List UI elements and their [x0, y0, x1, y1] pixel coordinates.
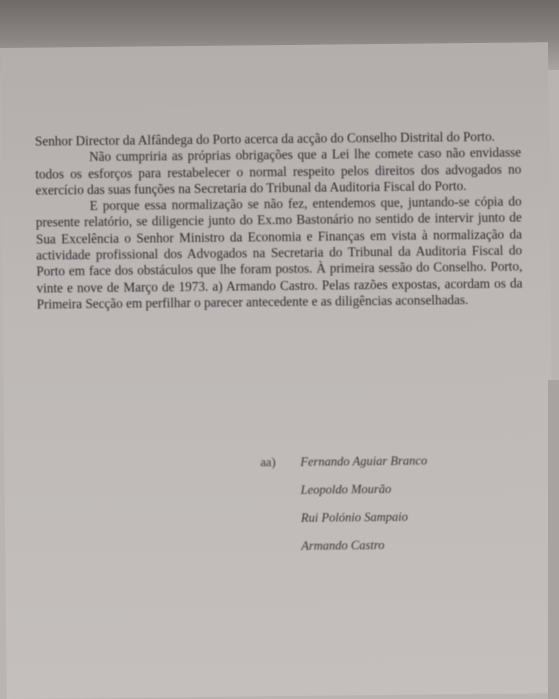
paragraph-2: Não cumpriria as próprias obrigações que a Lei lhe comete caso não envidasse todos os esforços para restabelecer o normal respeito pelos direitos dos advogados no exercício das suas funções na Secretaria do Tribunal da Auditoria Fiscal do Porto.: [35, 144, 522, 198]
signature-name: Armando Castro: [301, 538, 385, 553]
signature-name: Leopoldo Mourão: [300, 481, 392, 497]
document-page: [0, 42, 555, 699]
signature-name: Rui Polónio Sampaio: [300, 509, 408, 525]
document-body: [35, 129, 523, 313]
signature-block: [260, 454, 428, 568]
signature-row: [260, 454, 427, 484]
signature-row: [261, 510, 428, 540]
paragraph-3: E porque essa normalização se não fez, entendemos que, juntando-se cópia do presente relatório, se diligencie junto do Ex.mo Bastonário no sentido de intervir junto de Sua Excelência o Senhor Ministro da Economia e Finanças em vista à normalização da actividade profissional dos Advogados na Secretaria do Tribunal da Auditoria Fiscal do Porto em face dos obstáculos que lhe foram postos. À primeira sessão do Conselho. Porto, vinte e nove de Março de 1973. a) Armando Castro. Pelas razões expostas, acordam os da Primeira Secção em perfilhar o parecer antecedente e as diligências aconselhadas.: [35, 193, 523, 312]
page-edge: [548, 380, 559, 699]
signature-name: Fernando Aguiar Branco: [300, 453, 428, 469]
paragraph-1: Senhor Director da Alfândega do Porto acerca da acção do Conselho Distrital do Porto.: [34, 128, 495, 149]
signature-row: [261, 538, 428, 568]
signature-row: [261, 482, 428, 512]
signature-prefix: aa): [260, 455, 276, 470]
